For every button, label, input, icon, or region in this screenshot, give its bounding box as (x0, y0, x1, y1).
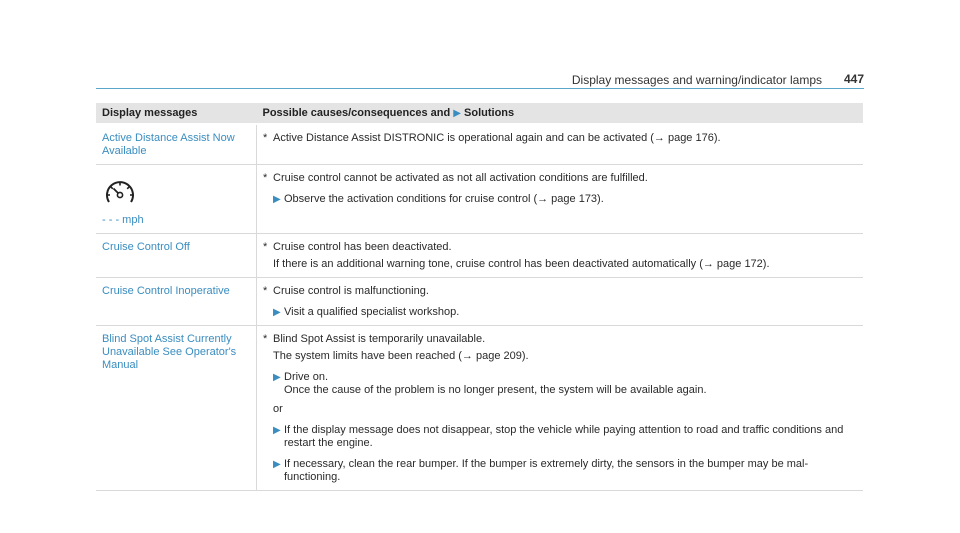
display-message: Cruise Control Off (102, 241, 190, 253)
cause-text: Active Distance Assist DISTRONIC is operational again and can be activated (→ page 176). (273, 132, 721, 144)
step-title: Drive on. (284, 371, 329, 383)
play-arrow-icon: ▶ (273, 372, 281, 383)
play-arrow-icon: ▶ (273, 194, 281, 205)
message-cell (96, 326, 257, 491)
bullet-star: * (263, 333, 268, 345)
cause-text: Blind Spot Assist is temporarily unavailable. (273, 333, 486, 345)
or-text: or (273, 403, 283, 415)
table-row (96, 326, 863, 491)
bullet-star: * (263, 132, 268, 144)
message-cell (96, 124, 257, 165)
table-row (96, 278, 863, 326)
display-message: Active Distance Assist Now Available (102, 132, 235, 157)
step-text: Once the cause of the problem is no longer present, the system will be available again. (284, 384, 707, 396)
message-cell (96, 165, 257, 234)
cause-cell (257, 234, 864, 278)
detail-text: If there is an additional warning tone, cruise control has been deactivated automatically (→ page 172). (273, 258, 770, 270)
step-text: Observe the activation conditions for cruise control (→ page 173). (284, 193, 604, 205)
play-arrow-icon: ▶ (453, 108, 461, 119)
play-arrow-icon: ▶ (273, 307, 281, 318)
detail-text: The system limits have been reached (→ page 209). (273, 350, 529, 362)
step-text: If necessary, clean the rear bumper. If the bumper is extremely dirty, the sensors in the bumper may be malfunctioning. (284, 458, 809, 483)
table-header-row (96, 103, 863, 124)
col-header-display-messages: Display messages (96, 103, 257, 124)
table-row (96, 124, 863, 165)
col-header-causes-text: Possible causes/consequences and (262, 107, 451, 119)
speed-readout: - - - mph (102, 214, 144, 226)
page-header (96, 0, 864, 89)
play-arrow-icon: ▶ (273, 425, 281, 436)
play-arrow-icon: ▶ (273, 459, 281, 470)
speedometer-icon (102, 176, 138, 210)
cause-cell (257, 278, 864, 326)
page-number: 447 (843, 72, 864, 86)
cause-text: Cruise control is malfunctioning. (273, 285, 429, 297)
message-cell (96, 278, 257, 326)
step-text: Visit a qualified specialist workshop. (284, 306, 460, 318)
display-message: Cruise Control Inoperative (102, 285, 230, 297)
cause-cell (257, 165, 864, 234)
step-text: If the display message does not disappear, stop the vehicle while paying attention to road and traffic conditions and restart the engine. (284, 424, 844, 449)
bullet-star: * (263, 285, 268, 297)
display-message: Blind Spot Assist Currently Unavailable See Operator's Manual (102, 333, 237, 371)
col-header-solutions-text: Solutions (464, 107, 515, 119)
table-row (96, 234, 863, 278)
col-header-causes (257, 103, 864, 124)
cause-text: Cruise control cannot be activated as not all activation conditions are fulfilled. (273, 172, 648, 184)
header-title: Display messages and warning/indicator lamps (571, 73, 822, 87)
display-messages-table (96, 103, 863, 491)
cause-cell (257, 124, 864, 165)
cause-cell (257, 326, 864, 491)
cause-text: Cruise control has been deactivated. (273, 241, 452, 253)
bullet-star: * (263, 172, 268, 184)
message-cell (96, 234, 257, 278)
table-row (96, 165, 863, 234)
bullet-star: * (263, 241, 268, 253)
